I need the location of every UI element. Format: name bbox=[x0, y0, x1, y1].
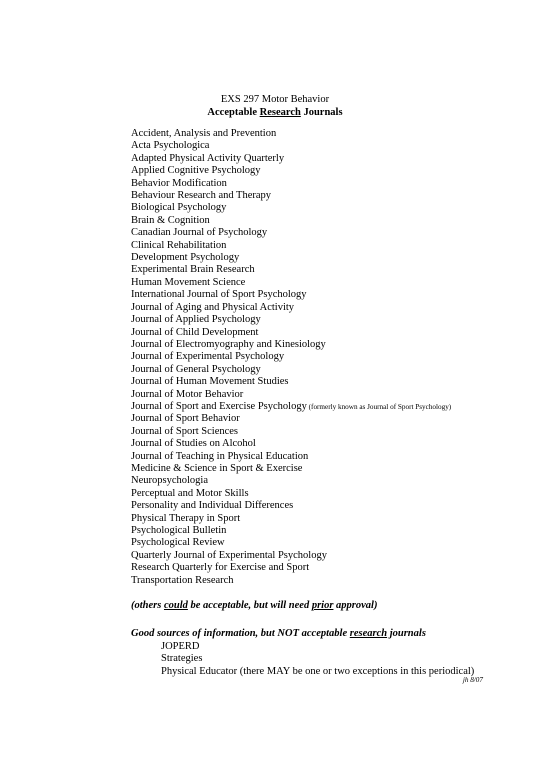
others-approval-note bbox=[131, 600, 377, 613]
journal-item: Journal of General Psychology bbox=[131, 363, 261, 375]
good-source-item: JOPERD bbox=[161, 641, 200, 652]
journal-item: Journal of Electromyography and Kinesiology bbox=[131, 338, 326, 350]
journal-item: Canadian Journal of Psychology bbox=[131, 227, 268, 239]
journal-item: Applied Cognitive Psychology bbox=[131, 165, 261, 177]
journal-item: Journal of Sport Sciences bbox=[131, 425, 239, 437]
journal-item: Journal of Human Movement Studies bbox=[131, 376, 289, 388]
journal-item: Experimental Brain Research bbox=[131, 264, 255, 276]
journal-item: International Journal of Sport Psychology bbox=[131, 289, 307, 301]
journal-item: Adapted Physical Activity Quarterly bbox=[131, 152, 285, 164]
journal-item: Journal of Motor Behavior bbox=[131, 388, 244, 400]
document-header bbox=[0, 94, 550, 119]
journal-item: Psychological Bulletin bbox=[131, 525, 227, 536]
good-sources-title-suffix: journals bbox=[387, 628, 426, 639]
good-sources-heading bbox=[131, 628, 426, 641]
others-note-part2: be acceptable, but will need bbox=[187, 600, 312, 611]
journal-item: Development Psychology bbox=[131, 252, 240, 264]
subtitle-underlined-word: Research bbox=[259, 106, 301, 118]
acceptable-journal-list bbox=[131, 128, 451, 587]
journal-item: Transportation Research bbox=[131, 574, 234, 586]
journal-item: Psychological Review bbox=[131, 537, 225, 549]
journal-item: Journal of Sport Behavior bbox=[131, 413, 240, 425]
author-initials-date: jh 8/07 bbox=[462, 676, 483, 684]
journal-item: Acta Psychologica bbox=[131, 140, 210, 152]
journal-item: Journal of Applied Psychology bbox=[131, 314, 261, 326]
journal-item: Human Movement Science bbox=[131, 276, 246, 288]
journal-item: Brain & Cognition bbox=[131, 214, 210, 226]
journal-item: Neuropsychologia bbox=[131, 475, 208, 487]
course-title: EXS 297 Motor Behavior bbox=[220, 94, 330, 105]
journal-item: Physical Therapy in Sport bbox=[131, 512, 241, 524]
journal-item: Journal of Experimental Psychology bbox=[131, 351, 285, 363]
journal-item: Journal of Aging and Physical Activity bbox=[131, 301, 295, 313]
journal-item: Behaviour Research and Therapy bbox=[131, 190, 272, 202]
journal-item: Journal of Studies on Alcohol bbox=[131, 438, 256, 450]
journal-item: Perceptual and Motor Skills bbox=[131, 487, 249, 499]
good-sources-title-prefix: Good sources of information, but NOT acceptable bbox=[131, 628, 350, 639]
journal-item: Research Quarterly for Exercise and Sport bbox=[131, 562, 310, 574]
journal-item: Medicine & Science in Sport & Exercise bbox=[131, 462, 303, 474]
journal-item: Personality and Individual Differences bbox=[131, 500, 294, 512]
subtitle-prefix: Acceptable bbox=[207, 106, 260, 118]
good-source-item: Physical Educator (there MAY be one or two exceptions in this periodical) bbox=[161, 665, 475, 677]
good-sources-list bbox=[161, 641, 474, 678]
others-note-could: could bbox=[163, 600, 188, 611]
journal-item: Journal of Child Development bbox=[131, 326, 259, 338]
journal-item: Accident, Analysis and Prevention bbox=[131, 128, 277, 139]
journal-item: Clinical Rehabilitation bbox=[131, 239, 227, 251]
document-subtitle bbox=[0, 107, 550, 120]
journal-item: Journal of Teaching in Physical Education bbox=[131, 450, 309, 462]
others-note-part3: approval) bbox=[333, 600, 378, 611]
subtitle-suffix: Journals bbox=[300, 106, 343, 118]
journal-former-name-note: (formerly known as Journal of Sport Psychology) bbox=[306, 402, 452, 411]
others-note-part1: (others bbox=[131, 600, 164, 611]
journal-item: Behavior Modification bbox=[131, 177, 227, 189]
journal-item: Quarterly Journal of Experimental Psychology bbox=[131, 549, 327, 561]
good-source-item: Strategies bbox=[161, 653, 203, 665]
good-sources-title-underlined: research bbox=[349, 628, 388, 639]
journal-item: Biological Psychology bbox=[131, 202, 227, 214]
journal-item-jsep bbox=[131, 401, 451, 413]
others-note-prior: prior bbox=[311, 600, 334, 611]
journal-item-name: Journal of Sport and Exercise Psychology bbox=[131, 400, 307, 412]
